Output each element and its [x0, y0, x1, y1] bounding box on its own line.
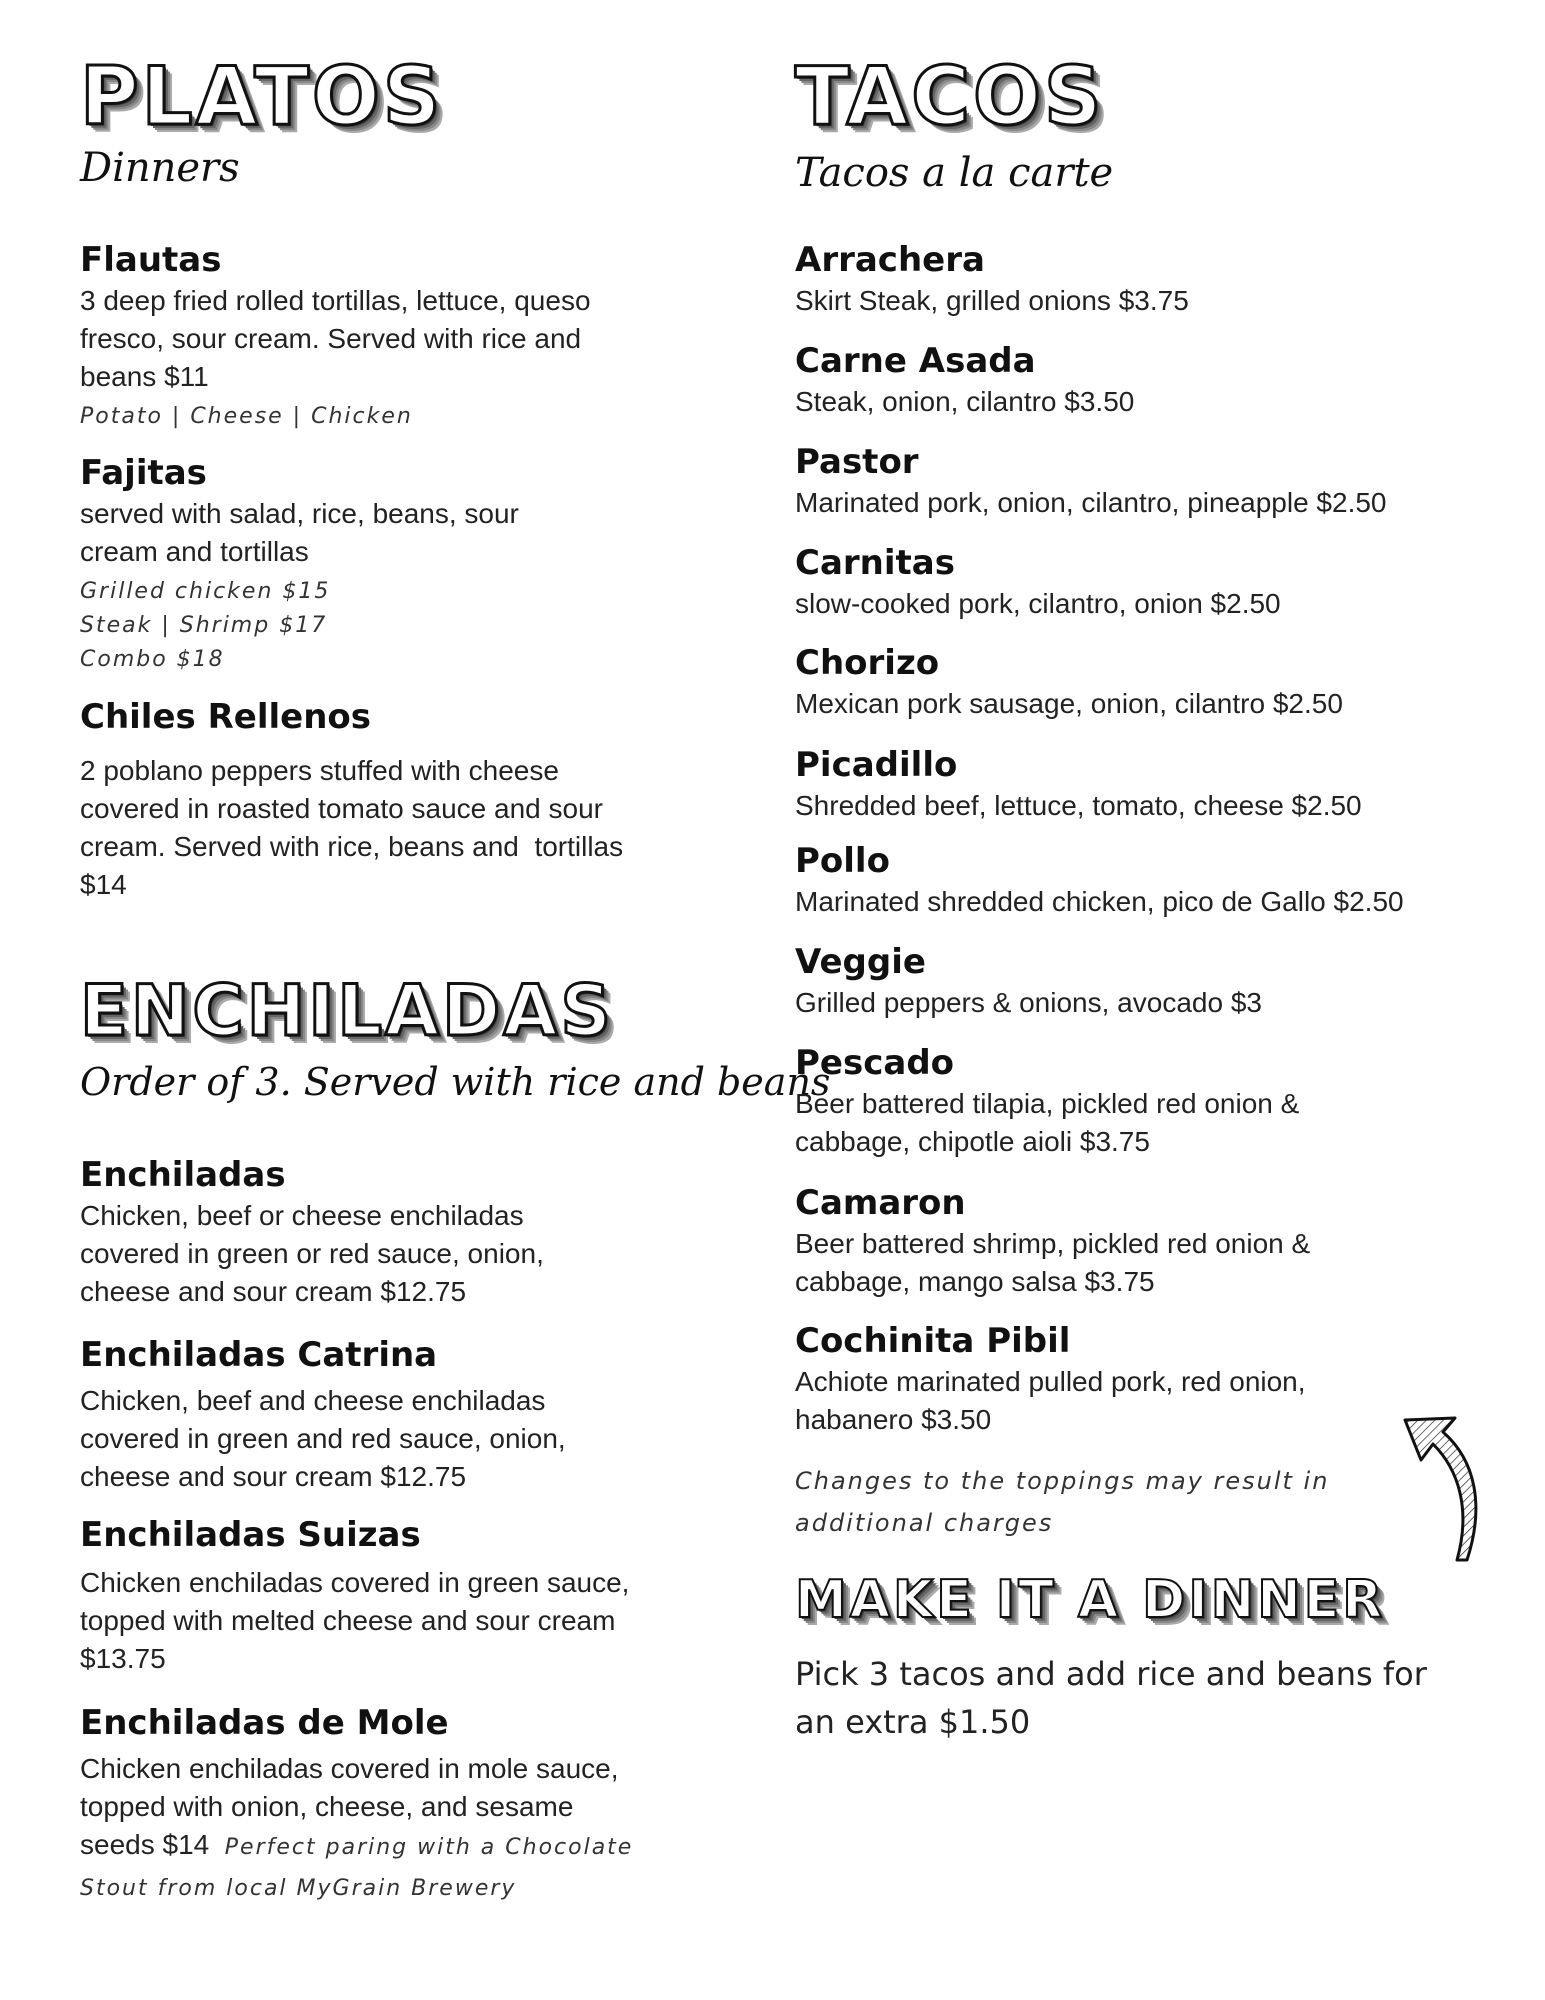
- item-description: Grilled peppers & onions, avocado $3: [795, 987, 1262, 1018]
- item-description: Beer battered tilapia, pickled red onion & cabbage, chipotle aioli $3.75: [795, 1088, 1300, 1157]
- item-name: Carnitas: [795, 543, 955, 583]
- item-name: Picadillo: [795, 745, 958, 785]
- enchiladas-subtitle: Order of 3. Served with rice and beans: [80, 1060, 831, 1104]
- item-note: Potato | Cheese | Chicken: [80, 404, 413, 429]
- item-name: Enchiladas Catrina: [80, 1335, 438, 1375]
- item-description: Chicken, beef or cheese enchiladas covered in green or red sauce, onion, cheese and sour cream $12.75: [80, 1200, 544, 1307]
- item-description: Marinated shredded chicken, pico de Gallo $2.50: [795, 886, 1404, 917]
- platos-subtitle: Dinners: [80, 145, 240, 191]
- item-name: Camaron: [795, 1183, 966, 1223]
- item-name: Enchiladas Suizas: [80, 1515, 421, 1555]
- item-note: Steak | Shrimp $17: [80, 613, 328, 638]
- item-description: served with salad, rice, beans, sour cream and tortillas: [80, 498, 519, 567]
- item-name: Flautas: [80, 240, 222, 280]
- item-name: Arrachera: [795, 240, 985, 280]
- tacos-title: TACOS: [795, 50, 1105, 143]
- item-name: Chorizo: [795, 643, 940, 683]
- item-name: Chiles Rellenos: [80, 697, 372, 737]
- item-description: Skirt Steak, grilled onions $3.75: [795, 285, 1189, 316]
- make-it-a-dinner-text: Pick 3 tacos and add rice and beans for an extra $1.50: [795, 1655, 1427, 1741]
- item-description: [80, 1750, 640, 1908]
- item-name: Pescado: [795, 1043, 955, 1083]
- item-note: Perfect paring with a Chocolate Stout from local MyGrain Brewery: [80, 1835, 634, 1901]
- item-description-text: Chicken enchiladas covered in mole sauce, topped with onion, cheese, and sesame seeds $14: [80, 1753, 619, 1860]
- platos-title: PLATOS: [80, 50, 444, 143]
- item-name: Cochinita Pibil: [795, 1321, 1071, 1361]
- item-description: Steak, onion, cilantro $3.50: [795, 386, 1135, 417]
- item-name: Carne Asada: [795, 341, 1036, 381]
- toppings-note: Changes to the toppings may result in additional charges: [795, 1467, 1330, 1537]
- item-name: Veggie: [795, 942, 926, 982]
- item-name: Enchiladas: [80, 1155, 286, 1195]
- tacos-subtitle: Tacos a la carte: [795, 150, 1114, 196]
- item-description: Chicken enchiladas covered in green sauce, topped with melted cheese and sour cream $13.75: [80, 1567, 630, 1674]
- item-description: Marinated pork, onion, cilantro, pineapple $2.50: [795, 487, 1387, 518]
- enchiladas-title: ENCHILADAS: [80, 970, 614, 1052]
- item-name: Pollo: [795, 841, 890, 881]
- item-description: 3 deep fried rolled tortillas, lettuce, queso fresco, sour cream. Served with rice and beans $11: [80, 285, 591, 392]
- item-description: 2 poblano peppers stuffed with cheese covered in roasted tomato sauce and sour cream. Served with rice, beans and tortillas $14: [80, 755, 631, 900]
- item-description: slow-cooked pork, cilantro, onion $2.50: [795, 588, 1281, 619]
- make-it-a-dinner-title: MAKE IT A DINNER: [795, 1570, 1386, 1630]
- item-name: Pastor: [795, 442, 919, 482]
- item-note: Combo $18: [80, 647, 225, 672]
- item-description: Beer battered shrimp, pickled red onion & cabbage, mango salsa $3.75: [795, 1228, 1311, 1297]
- item-name: Enchiladas de Mole: [80, 1703, 449, 1743]
- item-name: Fajitas: [80, 453, 207, 493]
- item-description: Mexican pork sausage, onion, cilantro $2.50: [795, 688, 1343, 719]
- item-description: Chicken, beef and cheese enchiladas covered in green and red sauce, onion, cheese and sour cream $12.75: [80, 1385, 566, 1492]
- item-description: Achiote marinated pulled pork, red onion, habanero $3.50: [795, 1366, 1306, 1435]
- hand-drawn-arrow-icon: [1385, 1410, 1495, 1570]
- item-note: Grilled chicken $15: [80, 579, 331, 604]
- item-description: Shredded beef, lettuce, tomato, cheese $2.50: [795, 790, 1362, 821]
